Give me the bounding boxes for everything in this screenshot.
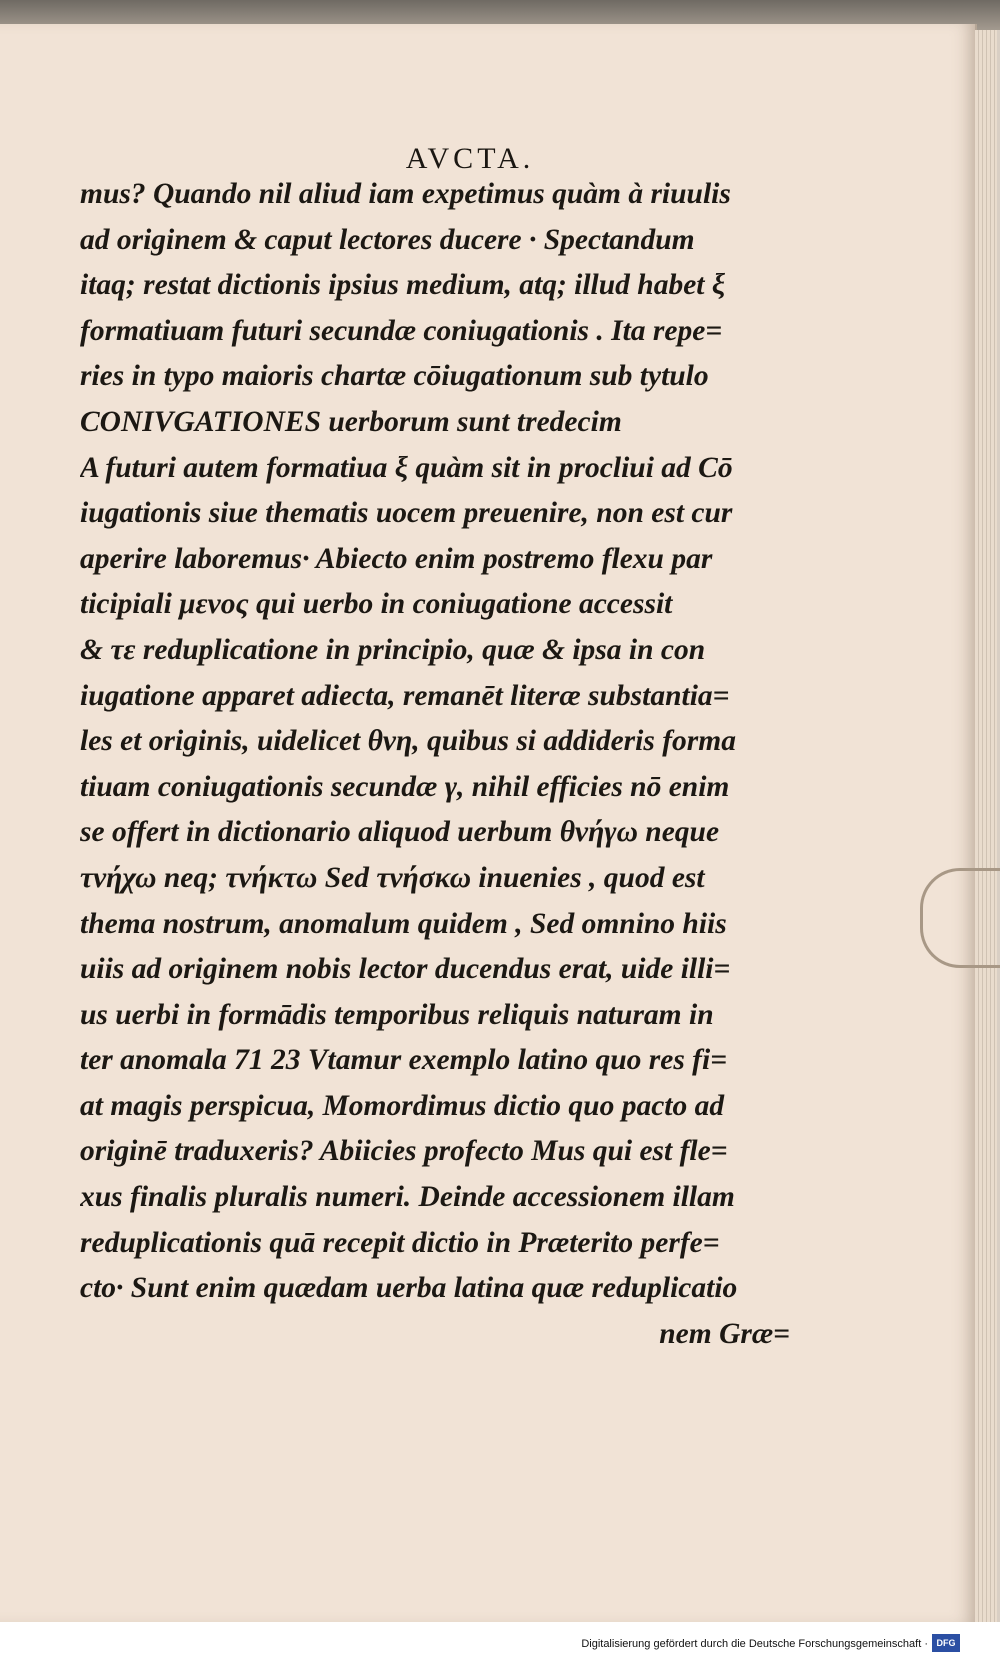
text-line: iugatione apparet adiecta, remanēt literæ substantia= <box>80 679 730 712</box>
text-line: itaq; restat dictionis ipsius medium, atq; illud habet ξ <box>80 269 726 302</box>
running-header: AVCTA. <box>405 142 535 175</box>
text-line: aperire laboremus· Abiecto enim postremo flexu par <box>80 542 713 575</box>
dfg-logo: DFG <box>932 1634 960 1652</box>
text-line: CONIVGATIONES uerborum sunt tredecim <box>80 405 622 438</box>
text-line: nem Græ= <box>659 1317 790 1350</box>
text-line: xus finalis pluralis numeri. Deinde accessionem illam <box>80 1181 735 1214</box>
text-line: tiuam coniugationis secundæ γ, nihil efficies nō enim <box>80 770 730 803</box>
text-line: ries in typo maioris chartæ cōiugationum sub tytulo <box>80 360 709 393</box>
page-edges <box>975 30 997 1622</box>
text-line: at magis perspicua, Momordimus dictio quo pacto ad <box>80 1089 725 1122</box>
text-line: formatiuam futuri secundæ coniugationis . Ita repe= <box>80 314 723 347</box>
text-line: reduplicationis quā recepit dictio in Præterito perfe= <box>80 1226 720 1259</box>
text-line: A futuri autem formatiua ξ quàm sit in procliui ad Cō <box>80 451 733 484</box>
body-text <box>80 172 790 1357</box>
text-line: ticipiali μενος qui uerbo in coniugatione accessit <box>80 588 673 621</box>
text-line: uiis ad originem nobis lector ducendus erat, uide illi= <box>80 953 731 986</box>
digitization-credit: Digitalisierung gefördert durch die Deutsche Forschungsgemeinschaft · <box>581 1638 928 1650</box>
text-line: ad originem & caput lectores ducere · Spectandum <box>80 223 695 256</box>
text-line: mus? Quando nil aliud iam expetimus quàm à riuulis <box>80 178 731 210</box>
text-line: & τε reduplicatione in principio, quæ & ipsa in con <box>80 633 706 666</box>
text-line: ter anomala 71 23 Vtamur exemplo latino quo res fi= <box>80 1044 728 1077</box>
text-line: originē traduxeris? Abiicies profecto Mus qui est fle= <box>80 1135 728 1168</box>
text-line: thema nostrum, anomalum quidem , Sed omnino hiis <box>80 907 727 940</box>
text-line: cto· Sunt enim quædam uerba latina quæ reduplicatio <box>80 1272 738 1305</box>
text-line: iugationis siue thematis uocem preuenire, non est cur <box>80 497 733 530</box>
text-line: se offert in dictionario aliquod uerbum θνήγω neque <box>80 816 720 849</box>
text-line: les et originis, uidelicet θνη, quibus si addideris forma <box>80 725 736 758</box>
text-line: us uerbi in formādis temporibus reliquis naturam in <box>80 998 714 1031</box>
page-clip <box>920 868 1000 968</box>
text-line: τνήχω neq; τνήκτω Sed τνήσκω inuenies , quod est <box>80 861 705 894</box>
